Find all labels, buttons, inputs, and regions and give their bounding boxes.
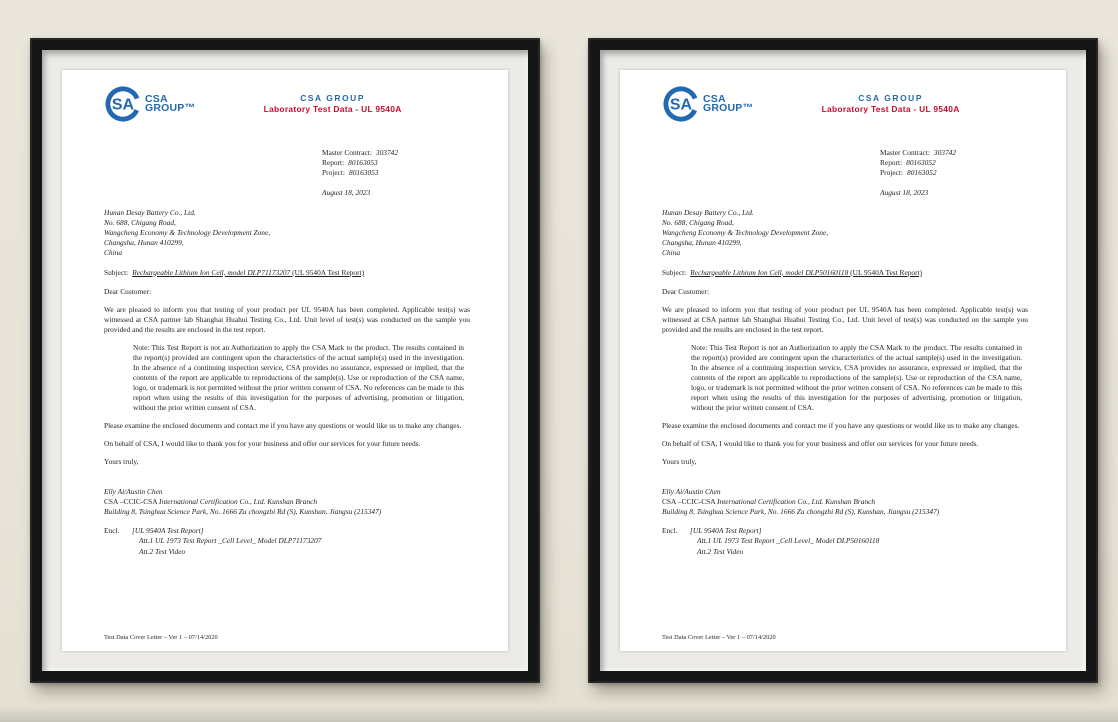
signer-company bbox=[662, 497, 1028, 507]
recipient-line: Wangcheng Economy & Technology Development Zone, bbox=[662, 228, 829, 238]
signer-company-name: International Certification Co., Ltd. Kunshan Branch bbox=[159, 496, 318, 506]
examine-paragraph: Please examine the enclosed documents and contact me if you have any questions or would like us to make any changes. bbox=[104, 420, 462, 430]
csa-logo bbox=[104, 84, 195, 124]
enclosure-label: Encl. bbox=[104, 526, 120, 536]
contract-meta bbox=[880, 148, 1028, 179]
signer-company bbox=[104, 497, 470, 507]
letter-page bbox=[620, 70, 1066, 651]
intro-paragraph: We are pleased to inform you that testing of your product per UL 9540A has been completed. Applicable test(s) was witnessed at CSA partner lab Shanghai Huahui Testing Co., Ltd. Unit level of test(s) was conducted on the sample you provided and the results are enclosed in the test report. bbox=[104, 304, 470, 334]
project-row bbox=[880, 168, 1028, 178]
attachment-2: Att.2 Test Video bbox=[697, 546, 744, 556]
closing: Yours truly, bbox=[662, 456, 697, 466]
thanks-paragraph: On behalf of CSA, I would like to thank you for your business and offer our services for your future needs. bbox=[104, 438, 421, 448]
csa-monogram-icon bbox=[104, 84, 142, 124]
signer-address: Building 8, Tsinghua Science Park, No. 1666 Zu chongzhi Rd (S), Kunshan, Jiangsu (215347) bbox=[104, 507, 382, 517]
enclosure-report: [UL 9540A Test Report] bbox=[132, 526, 204, 536]
recipient-line: China bbox=[104, 248, 123, 258]
subject-label: Subject: bbox=[104, 267, 129, 277]
csa-monogram-icon bbox=[662, 84, 700, 124]
master-contract-row bbox=[322, 148, 470, 158]
salutation: Dear Customer: bbox=[104, 286, 151, 296]
letter-header bbox=[104, 84, 470, 124]
letter-date: August 18, 2023 bbox=[322, 187, 371, 197]
enclosure-label: Encl. bbox=[662, 526, 678, 536]
frame-mat bbox=[600, 50, 1086, 671]
page-footer: Test Data Cover Letter – Ver 1 – 07/14/2020 bbox=[104, 634, 218, 641]
letter-title-block bbox=[195, 84, 470, 115]
enclosure-list bbox=[690, 526, 879, 557]
signer-company-prefix: CSA –CCIC-CSA bbox=[662, 496, 718, 506]
framed-letter-right bbox=[588, 38, 1098, 683]
attachment-1: Att.1 UL 1973 Test Report _Cell Level_ Model DLP50160118 bbox=[697, 536, 880, 546]
signature-block bbox=[104, 487, 470, 518]
subject-model: Rechargeable Lithium Ion Cell, model DLP50160118 bbox=[690, 267, 849, 277]
recipient-line: Hunan Desay Battery Co., Ltd. bbox=[104, 207, 196, 217]
closing: Yours truly, bbox=[104, 456, 139, 466]
recipient-line: No. 688, Chigang Road, bbox=[662, 217, 734, 227]
enclosure-report: [UL 9540A Test Report] bbox=[690, 526, 762, 536]
logo-text-group: GROUP™ bbox=[703, 102, 754, 114]
examine-paragraph: Please examine the enclosed documents and contact me if you have any questions or would like us to make any changes. bbox=[662, 420, 1020, 430]
csa-logo bbox=[662, 84, 753, 124]
recipient-address bbox=[104, 208, 470, 259]
signature-block bbox=[662, 487, 1028, 518]
enclosure-block bbox=[662, 526, 1028, 557]
recipient-line: Hunan Desay Battery Co., Ltd. bbox=[662, 207, 754, 217]
letter-header bbox=[662, 84, 1028, 124]
letter-date: August 18, 2023 bbox=[880, 187, 929, 197]
framed-letter-left bbox=[30, 38, 540, 683]
salutation: Dear Customer: bbox=[662, 286, 709, 296]
enclosure-block bbox=[104, 526, 470, 557]
enclosure-list bbox=[132, 526, 321, 557]
thanks-paragraph: On behalf of CSA, I would like to thank you for your business and offer our services for your future needs. bbox=[662, 438, 979, 448]
signer-name: Elly Ai/Austin Chen bbox=[104, 486, 163, 496]
recipient-line: Changsha, Hunan 410299, bbox=[104, 238, 184, 248]
svg-text:SA: SA bbox=[669, 96, 693, 114]
attachment-2: Att.2 Test Video bbox=[139, 546, 186, 556]
signer-name: Elly Ai/Austin Chen bbox=[662, 486, 721, 496]
letter-page bbox=[62, 70, 508, 651]
project-label: Project: bbox=[322, 168, 345, 178]
subject-line bbox=[662, 268, 1028, 278]
csa-logo-wordmark bbox=[145, 92, 196, 114]
letter-title-block bbox=[753, 84, 1028, 115]
note-paragraph: Note: This Test Report is not an Authorization to apply the CSA Mark to the product. The results contained in the report(s) provided are contingent upon the characteristics of the actual sample(s) used in the investigation. In the absence of a continuing inspection service, CSA provides no assurance, expressed or implied, that the contents of the report are applicable to reproductions of the sample(s). Use or reproduction of the CSA name, logo, or trademark is not permitted without the prior written consent of CSA. No references can be made to this report when using the results of this investigation for the purposes of advertising, promotion or litigation, without the prior written consent of CSA. bbox=[691, 342, 1022, 412]
subject-line bbox=[104, 268, 470, 278]
report-value: 80163052 bbox=[906, 158, 936, 168]
subject-suffix: (UL 9540A Test Report) bbox=[848, 267, 923, 277]
recipient-line: Changsha, Hunan 410299, bbox=[662, 238, 742, 248]
title-doc-type: Laboratory Test Data - UL 9540A bbox=[263, 104, 402, 114]
master-contract-row bbox=[880, 148, 1028, 158]
recipient-address bbox=[662, 208, 1028, 259]
contract-meta bbox=[322, 148, 470, 179]
csa-logo-wordmark bbox=[703, 92, 754, 114]
project-value: 80163053 bbox=[349, 168, 379, 178]
recipient-line: China bbox=[662, 248, 681, 258]
logo-text-csa: CSA bbox=[145, 92, 168, 105]
project-value: 80163052 bbox=[907, 168, 937, 178]
subject-label: Subject: bbox=[662, 267, 687, 277]
title-org: CSA GROUP bbox=[858, 93, 924, 103]
intro-paragraph: We are pleased to inform you that testing of your product per UL 9540A has been completed. Applicable test(s) was witnessed at CSA partner lab Shanghai Huahui Testing Co., Ltd. Unit level of test(s) was conducted on the sample you provided and the results are enclosed in the test report. bbox=[662, 304, 1028, 334]
report-value: 80163053 bbox=[348, 158, 378, 168]
report-row bbox=[322, 158, 470, 168]
subject-suffix: (UL 9540A Test Report) bbox=[290, 267, 365, 277]
signer-company-name: International Certification Co., Ltd. Kunshan Branch bbox=[717, 496, 876, 506]
subject-model: Rechargeable Lithium Ion Cell, model DLP71173207 bbox=[132, 267, 291, 277]
signer-company-prefix: CSA –CCIC-CSA bbox=[104, 496, 160, 506]
master-contract-label: Master Contract: bbox=[322, 148, 372, 157]
project-row bbox=[322, 168, 470, 178]
recipient-line: Wangcheng Economy & Technology Development Zone, bbox=[104, 228, 271, 238]
master-contract-value: 303742 bbox=[375, 148, 399, 157]
frame-mat bbox=[42, 50, 528, 671]
page-footer: Test Data Cover Letter – Ver 1 – 07/14/2020 bbox=[662, 634, 776, 641]
logo-text-csa: CSA bbox=[703, 92, 726, 105]
report-row bbox=[880, 158, 1028, 168]
title-doc-type: Laboratory Test Data - UL 9540A bbox=[821, 104, 960, 114]
report-label: Report: bbox=[322, 158, 345, 168]
master-contract-label: Master Contract: bbox=[880, 148, 930, 157]
recipient-line: No. 688, Chigang Road, bbox=[104, 217, 176, 227]
attachment-1: Att.1 UL 1973 Test Report _Cell Level_ Model DLP71173207 bbox=[139, 536, 322, 546]
note-paragraph: Note: This Test Report is not an Authorization to apply the CSA Mark to the product. The results contained in the report(s) provided are contingent upon the characteristics of the actual sample(s) used in the investigation. In the absence of a continuing inspection service, CSA provides no assurance, expressed or implied, that the contents of the report are applicable to reproductions of the sample(s). Use or reproduction of the CSA name, logo, or trademark is not permitted without the prior written consent of CSA. No references can be made to this report when using the results of this investigation for the purposes of advertising, promotion or litigation, without the prior written consent of CSA. bbox=[133, 342, 464, 412]
title-org: CSA GROUP bbox=[300, 93, 366, 103]
project-label: Project: bbox=[880, 168, 903, 178]
logo-text-group: GROUP™ bbox=[145, 102, 196, 114]
signer-address: Building 8, Tsinghua Science Park, No. 1666 Zu chongzhi Rd (S), Kunshan, Jiangsu (215347) bbox=[662, 507, 940, 517]
report-label: Report: bbox=[880, 158, 903, 168]
svg-text:SA: SA bbox=[111, 96, 135, 114]
master-contract-value: 303742 bbox=[933, 148, 957, 157]
